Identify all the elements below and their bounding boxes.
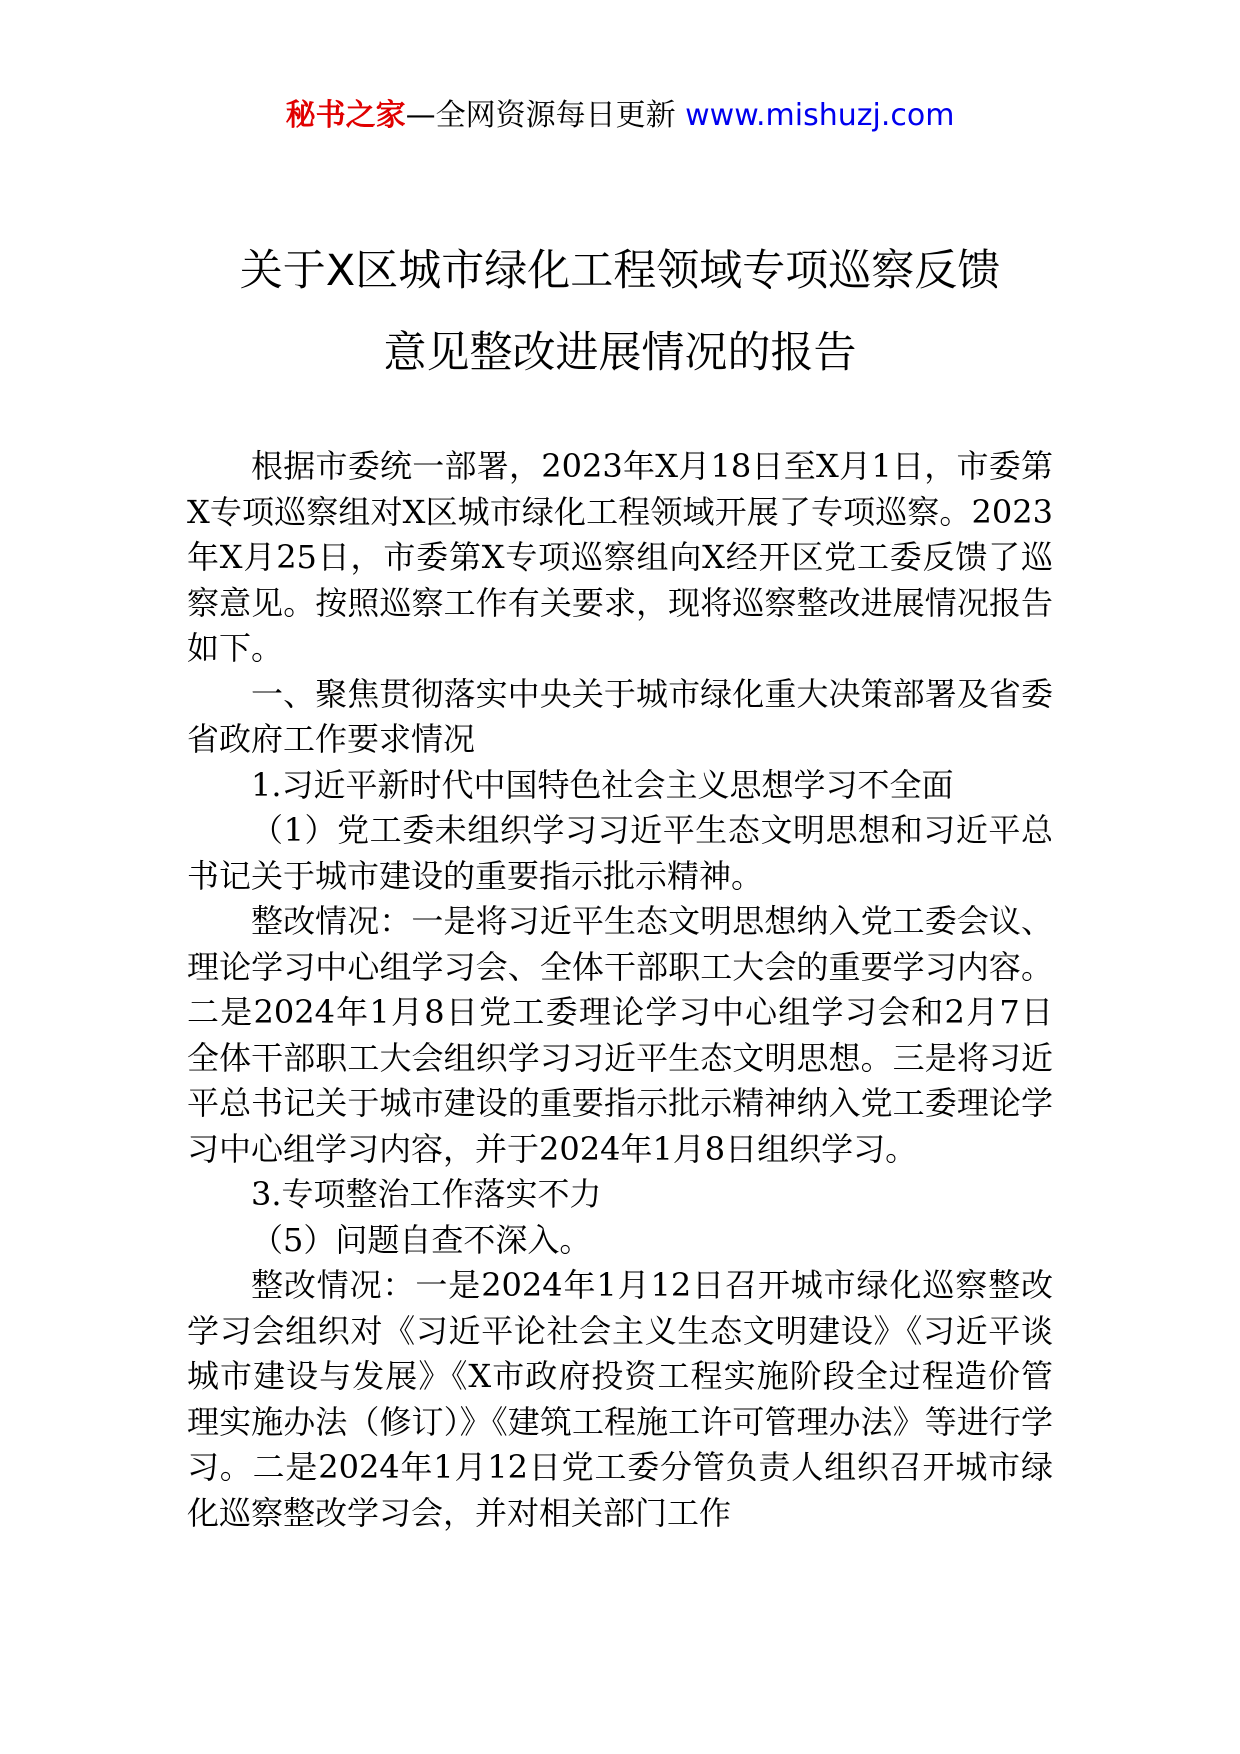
document-title	[0, 230, 1240, 394]
rectification-paragraph-1: 整改情况：一是将习近平生态文明思想纳入党工委会议、理论学习中心组学习会、全体干部职工大会的重要学习内容。二是2024年1月8日党工委理论学习中心组学习会和2月7日全体干部职工大会组织学习习近平生态文明思想。三是将习近平总书记关于城市建设的重要指示批示精神纳入党工委理论学习中心组学习内容，并于2024年1月8日组织学习。	[187, 902, 1053, 1168]
rectification-paragraph-2: 整改情况：一是2024年1月12日召开城市绿化巡察整改学习会组织对《习近平论社会主义生态文明建设》《习近平谈城市建设与发展》《X市政府投资工程实施阶段全过程造价管理实施办法（修订）》《建筑工程施工许可管理办法》等进行学习。二是2024年1月12日党工委分管负责人组织召开城市绿化巡察整改学习会，并对相关部门工作	[187, 1266, 1053, 1532]
issue-item-5: （5）问题自查不深入。	[251, 1220, 592, 1259]
site-header	[0, 96, 1240, 136]
document-title-line-2: 意见整改进展情况的报告	[383, 328, 857, 378]
issue-item-1: （1）党工委未组织学习习近平生态文明思想和习近平总书记关于城市建设的重要指示批示精神。	[187, 811, 1053, 895]
body-paragraph-intro: 根据市委统一部署，2023年X月18日至X月1日，市委第X专项巡察组对X区城市绿化工程领域开展了专项巡察。2023年X月25日，市委第X专项巡察组向X经开区党工委反馈了巡察意见。按照巡察工作有关要求，现将巡察整改进展情况报告如下。	[187, 447, 1053, 667]
section-heading-1: 一、聚焦贯彻落实中央关于城市绿化重大决策部署及省委省政府工作要求情况	[187, 674, 1053, 758]
document-title-line-1: 关于X区城市绿化工程领域专项巡察反馈	[239, 246, 1001, 296]
subheading-item-3: 3.专项整治工作落实不力	[251, 1175, 602, 1213]
document-body	[187, 444, 1053, 1536]
site-brand: 秘书之家	[285, 98, 406, 133]
site-url-link[interactable]: www.mishuzj.com	[685, 98, 955, 133]
subheading-item-1: 1.习近平新时代中国特色社会主义思想学习不全面	[251, 765, 954, 804]
site-tagline: —全网资源每日更新	[405, 98, 686, 133]
